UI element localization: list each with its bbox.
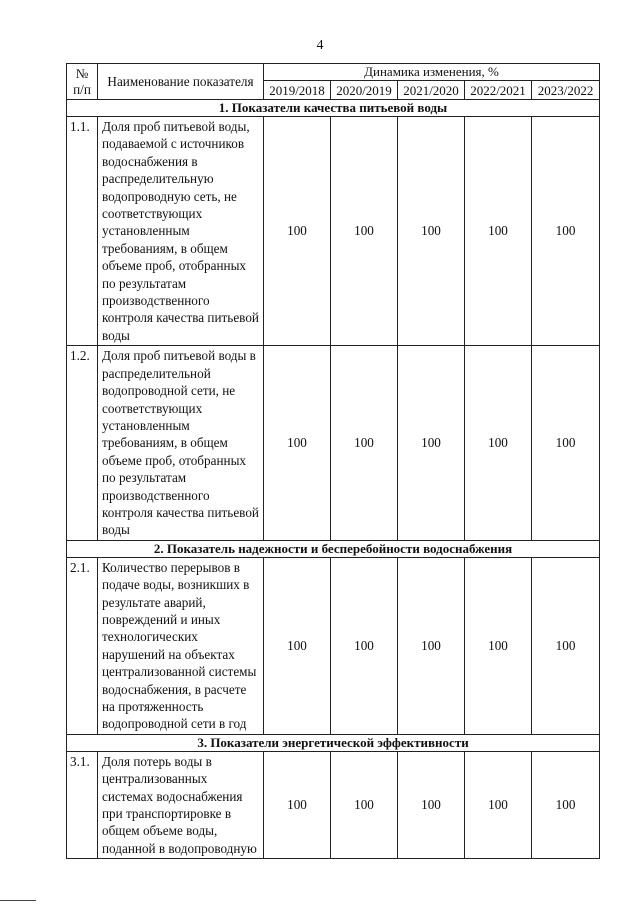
header-num-label: № [75, 65, 89, 81]
row-value: 100 [465, 346, 532, 540]
row-value: 100 [331, 346, 398, 540]
header-year: 2021/2020 [398, 81, 465, 100]
row-value: 100 [532, 346, 600, 540]
row-name: Доля потерь воды в централизованных системах водоснабжения при транспортировке в общем объеме воды, поданной в водопроводную [98, 751, 264, 858]
row-number: 2.1. [67, 557, 98, 734]
row-name: Доля проб питьевой воды в распределительной водопроводной сети, не соответствующих установленным требованиям, в общем объеме проб, отобранных по результатам производственного контроля качества питьевой воды [98, 346, 264, 540]
header-year: 2023/2022 [532, 81, 600, 100]
row-value: 100 [465, 751, 532, 858]
row-number: 1.2. [67, 346, 98, 540]
section-row [67, 100, 600, 117]
section-row [67, 734, 600, 751]
header-year: 2019/2018 [264, 81, 331, 100]
row-value: 100 [398, 117, 465, 346]
header-num-sub-label: п/п [73, 81, 91, 97]
table-row [67, 117, 600, 346]
row-value: 100 [264, 557, 331, 734]
header-row [67, 64, 600, 81]
row-name: Количество перерывов в подаче воды, возникших в результате аварий, повреждений и иных технологических нарушений на объектах централизованной системы водоснабжения, в расчете на протяженность водопроводной сети в год [98, 557, 264, 734]
row-value: 100 [398, 751, 465, 858]
table-row [67, 557, 600, 734]
section-title: 3. Показатели энергетической эффективности [67, 734, 600, 751]
row-value: 100 [465, 557, 532, 734]
row-name: Доля проб питьевой воды, подаваемой с источников водоснабжения в распределительную водопроводную сеть, не соответствующих установленным требованиям, в общем объеме проб, отобранных по результатам производственного контроля качества питьевой воды [98, 117, 264, 346]
table-row [67, 751, 600, 858]
row-value: 100 [532, 557, 600, 734]
row-value: 100 [398, 346, 465, 540]
section-row [67, 540, 600, 557]
indicators-table [66, 63, 600, 859]
row-value: 100 [532, 117, 600, 346]
header-year: 2020/2019 [331, 81, 398, 100]
row-value: 100 [264, 346, 331, 540]
row-number: 3.1. [67, 751, 98, 858]
table-row [67, 346, 600, 540]
section-title: 2. Показатель надежности и бесперебойности водоснабжения [67, 540, 600, 557]
page-number: 4 [316, 38, 324, 53]
row-value: 100 [331, 117, 398, 346]
row-value: 100 [398, 557, 465, 734]
row-value: 100 [465, 117, 532, 346]
row-value: 100 [331, 557, 398, 734]
row-value: 100 [264, 751, 331, 858]
header-dynamics-cell: Динамика изменения, % [264, 64, 600, 81]
section-title: 1. Показатели качества питьевой воды [67, 100, 600, 117]
row-number: 1.1. [67, 117, 98, 346]
row-value: 100 [264, 117, 331, 346]
row-value: 100 [532, 751, 600, 858]
page-edge-line [0, 900, 36, 901]
header-name-cell: Наименование показателя [98, 64, 264, 100]
row-value: 100 [331, 751, 398, 858]
header-year: 2022/2021 [465, 81, 532, 100]
header-num-cell [67, 64, 98, 100]
